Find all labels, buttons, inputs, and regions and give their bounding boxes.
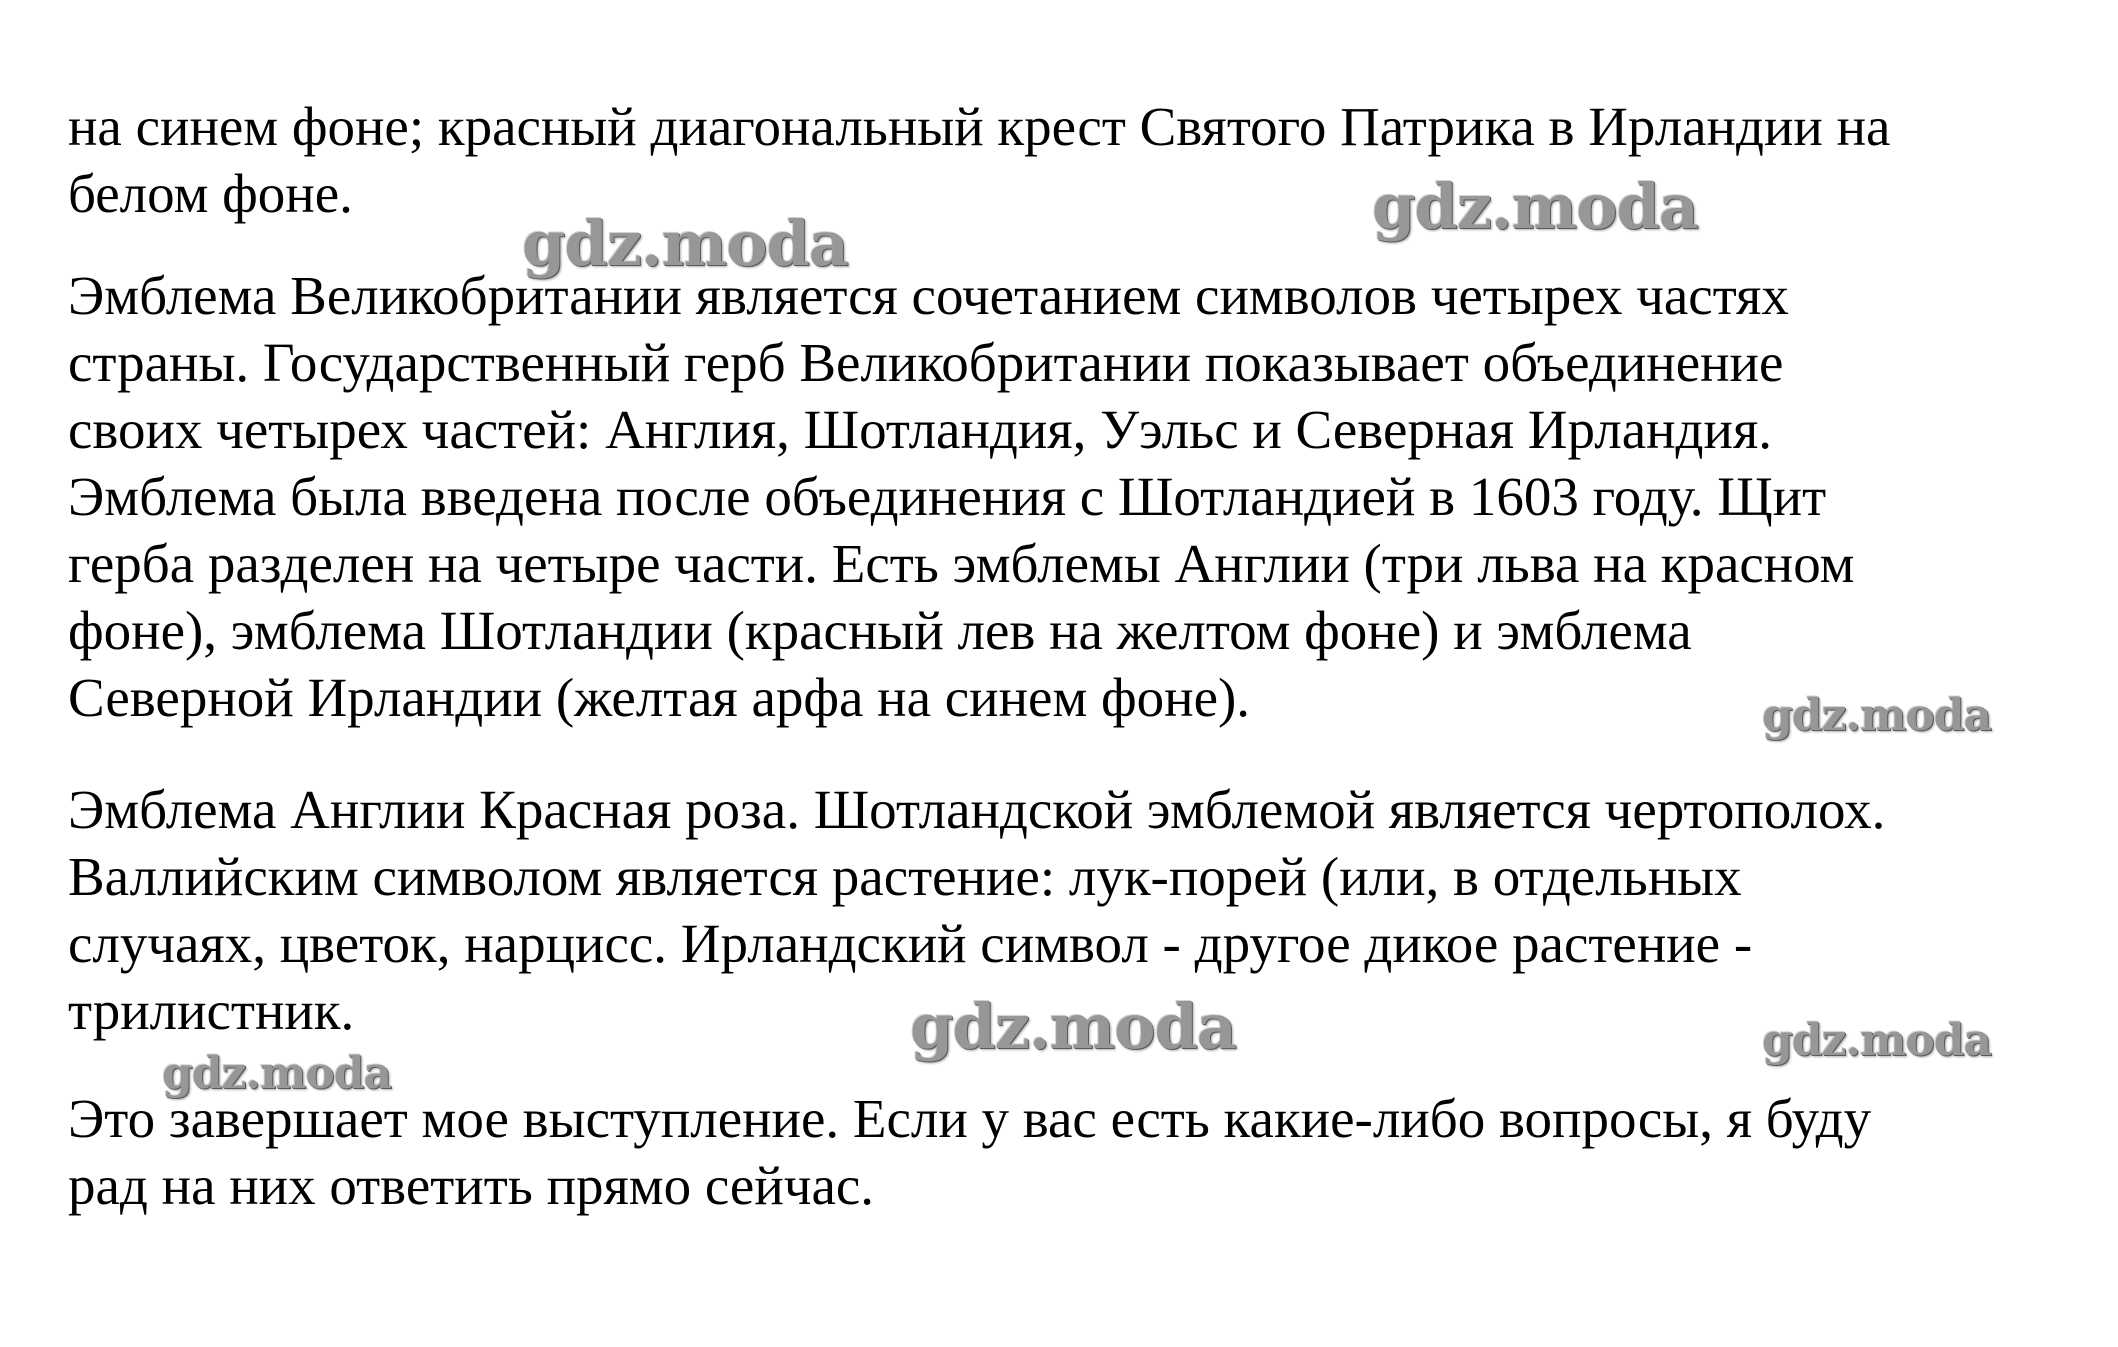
paragraph-closing xyxy=(68,1085,2068,1219)
text-line: фоне), эмблема Шотландии (красный лев на желтом фоне) и эмблема xyxy=(68,600,1692,661)
text-line: случаях, цветок, нарцисс. Ирландский символ - другое дикое растение - xyxy=(68,913,1753,974)
text-line: белом фоне. xyxy=(68,163,353,224)
text-line: Эмблема Англии Красная роза. Шотландской эмблемой является чертополох. xyxy=(68,779,1886,840)
text-line: Это завершает мое выступление. Если у вас есть какие-либо вопросы, я буду xyxy=(68,1088,1872,1149)
text-line: на синем фоне; красный диагональный крест Святого Патрика в Ирландии на xyxy=(68,96,1891,157)
text-line: страны. Государственный герб Великобритании показывает объединение xyxy=(68,332,1784,393)
text-line: Северной Ирландии (желтая арфа на синем фоне). xyxy=(68,667,1251,728)
text-line: Валлийским символом является растение: лук-порей (или, в отдельных xyxy=(68,846,1742,907)
paragraph-flag-description xyxy=(68,93,2068,227)
text-line: трилистник. xyxy=(68,980,355,1041)
text-line: Эмблема была введена после объединения с Шотландией в 1603 году. Щит xyxy=(68,466,1827,527)
text-line: Эмблема Великобритании является сочетанием символов четырех частях xyxy=(68,265,1789,326)
watermark-logo: gdz.moda xyxy=(162,1048,392,1099)
watermark-logo: gdz.moda xyxy=(910,990,1236,1063)
text-line: герба разделен на четыре части. Есть эмблемы Англии (три льва на красном xyxy=(68,533,1855,594)
watermark-logo: gdz.moda xyxy=(1762,1015,1992,1066)
paragraph-coat-of-arms xyxy=(68,262,2068,731)
watermark-logo: gdz.moda xyxy=(1372,170,1698,243)
watermark-logo: gdz.moda xyxy=(522,207,848,280)
text-line: своих четырех частей: Англия, Шотландия, Уэльс и Северная Ирландия. xyxy=(68,399,1773,460)
watermark-logo: gdz.moda xyxy=(1762,690,1992,741)
text-line: рад на них ответить прямо сейчас. xyxy=(68,1155,875,1216)
